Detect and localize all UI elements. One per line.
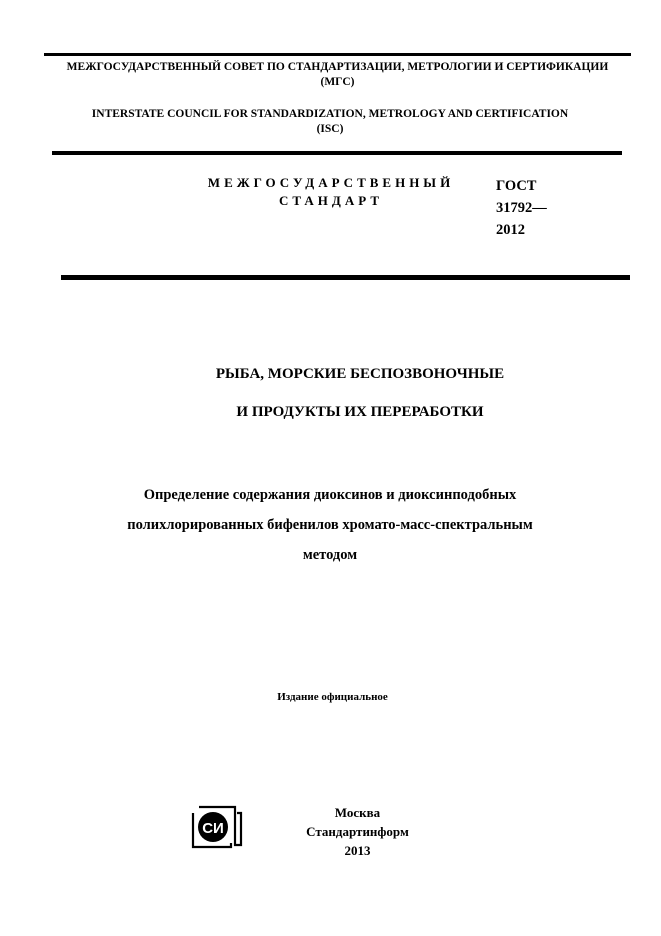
subtitle-line3: методом: [302, 547, 358, 563]
middle-rule: [52, 151, 622, 155]
title-line1: РЫБА, МОРСКИЕ БЕСПОЗВОНОЧНЫЕ: [215, 366, 505, 382]
gost-designation: [496, 175, 547, 241]
council-name-ru: [30, 60, 645, 90]
subtitle-line1: Определение содержания диоксинов и диоксинподобных: [143, 487, 517, 503]
gost-number: 31792—: [496, 200, 547, 216]
top-rule: [44, 53, 631, 56]
publisher-block: [285, 803, 430, 860]
standartinform-logo-icon: [191, 805, 243, 849]
gost-prefix: ГОСТ: [496, 178, 537, 194]
council-name-en: [30, 107, 630, 137]
publisher-city: Москва: [334, 805, 381, 820]
document-title: [130, 355, 590, 431]
standard-type-line2: СТАНДАРТ: [278, 193, 383, 208]
standard-type-line1: МЕЖГОСУДАРСТВЕННЫЙ: [207, 175, 455, 190]
logo-letters: СИ: [202, 820, 224, 837]
council-name-ru-line: МЕЖГОСУДАРСТВЕННЫЙ СОВЕТ ПО СТАНДАРТИЗАЦИИ, МЕТРОЛОГИИ И СЕРТИФИКАЦИИ: [66, 61, 609, 73]
council-abbr-ru: (МГС): [320, 76, 355, 88]
publisher-name: Стандартинформ: [306, 824, 409, 839]
lower-rule: [61, 275, 630, 280]
subtitle-line2: полихлорированных бифенилов хромато-масс-спектральным: [127, 517, 533, 533]
publisher-year: 2013: [344, 843, 371, 858]
gost-year: 2012: [496, 222, 525, 238]
council-abbr-en: (ISC): [316, 123, 344, 135]
document-subtitle: [60, 480, 600, 570]
council-name-en-line: INTERSTATE COUNCIL FOR STANDARDIZATION, METROLOGY AND CERTIFICATION: [91, 108, 569, 120]
edition-note: Издание официальное: [277, 691, 388, 703]
title-line2: И ПРОДУКТЫ ИХ ПЕРЕРАБОТКИ: [236, 404, 484, 420]
standard-type-label: [196, 174, 466, 210]
